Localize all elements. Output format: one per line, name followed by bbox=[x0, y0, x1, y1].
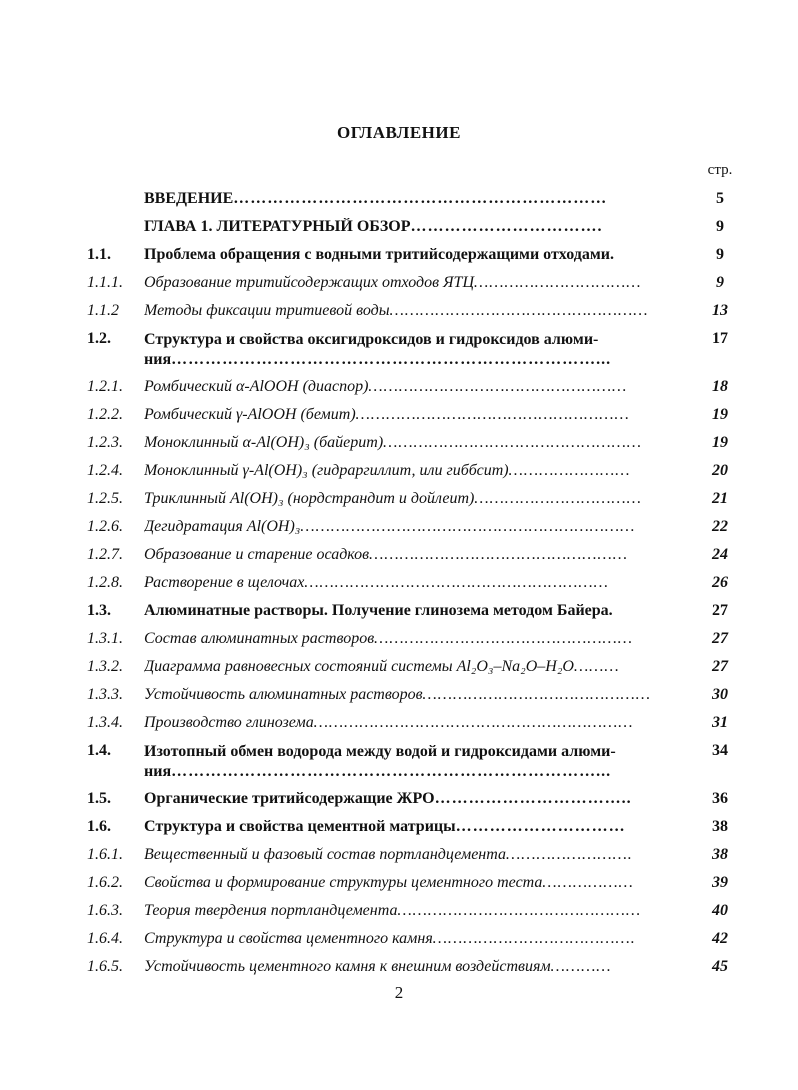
toc-section-number: 1.3.4. bbox=[87, 714, 123, 731]
toc-section-number: 1.2.8. bbox=[87, 574, 123, 591]
toc-section-number: 1.1. bbox=[87, 246, 111, 263]
toc-page-number: 36 bbox=[712, 790, 728, 807]
toc-title: ОГЛАВЛЕНИЕ bbox=[337, 123, 461, 142]
toc-section-number: 1.2.6. bbox=[87, 518, 123, 535]
toc-section-number: 1.6. bbox=[87, 818, 111, 835]
toc-section-number: 1.3.1. bbox=[87, 630, 123, 647]
toc-page-number: 21 bbox=[712, 490, 728, 507]
toc-section-number: 1.2. bbox=[87, 330, 111, 347]
toc-page-number: 39 bbox=[712, 874, 728, 891]
toc-section-number: 1.6.2. bbox=[87, 874, 123, 891]
toc-page-number: 38 bbox=[712, 846, 728, 863]
toc-page-number: 5 bbox=[716, 190, 724, 207]
toc-page-number: 42 bbox=[712, 930, 728, 947]
toc-page-number: 17 bbox=[712, 330, 728, 347]
toc-section-number: 1.3.2. bbox=[87, 658, 123, 675]
toc-page-number: 9 bbox=[716, 218, 724, 235]
toc-page-number: 34 bbox=[712, 742, 728, 759]
toc-page-number: 9 bbox=[716, 246, 724, 263]
toc-page-number: 45 bbox=[712, 958, 728, 975]
toc-section-number: 1.2.3. bbox=[87, 434, 123, 451]
toc-page-number: 27 bbox=[712, 658, 728, 675]
toc-page-number: 24 bbox=[712, 546, 728, 563]
toc-page-number: 19 bbox=[712, 434, 728, 451]
toc-section-number: 1.2.7. bbox=[87, 546, 123, 563]
toc-page-number: 13 bbox=[712, 302, 728, 319]
toc-page-number: 40 bbox=[712, 902, 728, 919]
toc-page-number: 38 bbox=[712, 818, 728, 835]
toc-page-number: 20 bbox=[712, 462, 728, 479]
toc-section-number: 1.1.1. bbox=[87, 274, 123, 291]
toc-section-number: 1.1.2 bbox=[87, 302, 119, 319]
toc-section-number: 1.6.4. bbox=[87, 930, 123, 947]
toc-page-number: 19 bbox=[712, 406, 728, 423]
toc-page-number: 27 bbox=[712, 630, 728, 647]
toc-page-number: 9 bbox=[716, 274, 724, 291]
footer-page-number: 2 bbox=[394, 983, 404, 1002]
toc-page-number: 22 bbox=[712, 518, 728, 535]
toc-page-number: 18 bbox=[712, 378, 728, 395]
toc-section-number: 1.3. bbox=[87, 602, 111, 619]
toc-section-number: 1.2.2. bbox=[87, 406, 123, 423]
toc-page-number: 30 bbox=[712, 686, 728, 703]
toc-section-number: 1.6.1. bbox=[87, 846, 123, 863]
toc-section-number: 1.2.5. bbox=[87, 490, 123, 507]
toc-section-number: 1.6.5. bbox=[87, 958, 123, 975]
toc-section-number: 1.2.4. bbox=[87, 462, 123, 479]
toc-page-number: 31 bbox=[712, 714, 728, 731]
toc-section-number: 1.5. bbox=[87, 790, 111, 807]
toc-page-number: 27 bbox=[712, 602, 728, 619]
toc-section-number: 1.2.1. bbox=[87, 378, 123, 395]
toc-section-number: 1.4. bbox=[87, 742, 111, 759]
toc-page-number: 26 bbox=[712, 574, 728, 591]
toc-section-number: 1.6.3. bbox=[87, 902, 123, 919]
page-column-header: стр. bbox=[707, 162, 733, 178]
toc-section-number: 1.3.3. bbox=[87, 686, 123, 703]
